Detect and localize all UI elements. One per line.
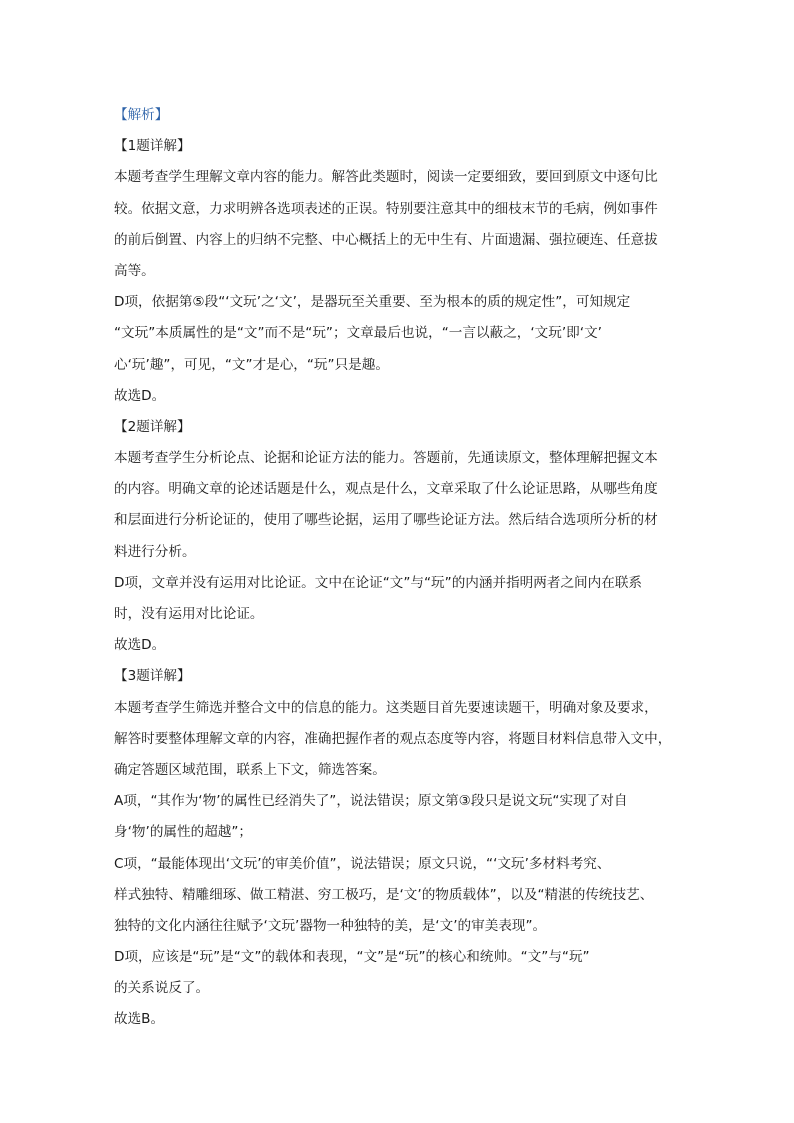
analysis-content [114, 100, 686, 1036]
q3-option-a-line: 身‘物’的属性的超越”； [114, 824, 253, 841]
q3-heading: 【3题详解】 [114, 668, 191, 685]
q3-intro-line: 本题考查学生筛选并整合文中的信息的能力。这类题目首先要速读题干，明确对象及要求， [114, 699, 658, 716]
q3-option-d-line: D项，应该是“玩”是“文”的载体和表现，“文”是“玩”的核心和统帅。“文”与“玩” [114, 949, 590, 966]
q3-option-a-line: A项，“其作为‘物’的属性已经消失了”，说法错误；原文第③段只是说文玩“实现了对自 [114, 793, 628, 810]
q1-intro-line: 本题考查学生理解文章内容的能力。解答此类题时，阅读一定要细致，要回到原文中逐句比 [114, 169, 658, 186]
analysis-label: 【解析】 [114, 107, 169, 123]
q3-option-c-line: C项，“最能体现出‘文玩’的审美价值”，说法错误；原文只说，“‘文玩’多材料考究、 [114, 855, 611, 872]
q1-answer: 故选D。 [114, 387, 166, 404]
q2-intro-line: 的内容。明确文章的论述话题是什么，观点是什么，文章采取了什么论证思路，从哪些角度 [114, 481, 658, 498]
q1-detail-line: “文玩”本质属性的是“文”而不是“玩”；文章最后也说，“一言以蔽之，‘文玩’即‘文’ [114, 325, 602, 342]
q2-answer: 故选D。 [114, 637, 166, 654]
q2-intro-line: 本题考查学生分析论点、论据和论证方法的能力。答题前，先通读原文，整体理解把握文本 [114, 450, 658, 467]
q2-intro-line: 料进行分析。 [114, 543, 196, 560]
q1-detail-line: D项，依据第⑤段“‘文玩’之‘文’，是器玩至关重要、至为根本的质的规定性”，可知规定 [114, 294, 631, 311]
q3-option-c-line: 样式独特、精雕细琢、做工精湛、穷工极巧，是‘文’的物质载体”，以及“精湛的传统技艺、 [114, 886, 654, 903]
q1-intro-line: 较。依据文意，力求明辨各选项表述的正误。特别要注意其中的细枝末节的毛病，例如事件 [114, 200, 658, 217]
q3-intro-line: 确定答题区域范围，联系上下文，筛选答案。 [114, 761, 386, 778]
q2-detail-line: D项，文章并没有运用对比论证。文中在论证“文”与“玩”的内涵并指明两者之间内在联系 [114, 574, 643, 591]
q3-option-c-line: 独特的文化内涵往往赋予‘文玩’器物一种独特的美，是‘文’的审美表现”。 [114, 917, 547, 934]
q1-detail-line: 心‘玩’趣”，可见，“文”才是心，“玩”只是趣。 [114, 356, 389, 373]
q3-intro-line: 解答时要整体理解文章的内容，准确把握作者的观点态度等内容，将题目材料信息带入文中， [114, 730, 672, 747]
q2-heading: 【2题详解】 [114, 418, 191, 435]
q3-option-d-line: 的关系说反了。 [114, 980, 210, 997]
q1-heading: 【1题详解】 [114, 138, 191, 155]
q1-intro-line: 高等。 [114, 262, 155, 279]
q2-intro-line: 和层面进行分析论证的，使用了哪些论据，运用了哪些论证方法。然后结合选项所分析的材 [114, 512, 658, 529]
q1-intro-line: 的前后倒置、内容上的归纳不完整、中心概括上的无中生有、片面遗漏、强拉硬连、任意拔 [114, 231, 658, 248]
q2-detail-line: 时，没有运用对比论证。 [114, 606, 264, 622]
q3-answer: 故选B。 [114, 1011, 165, 1028]
